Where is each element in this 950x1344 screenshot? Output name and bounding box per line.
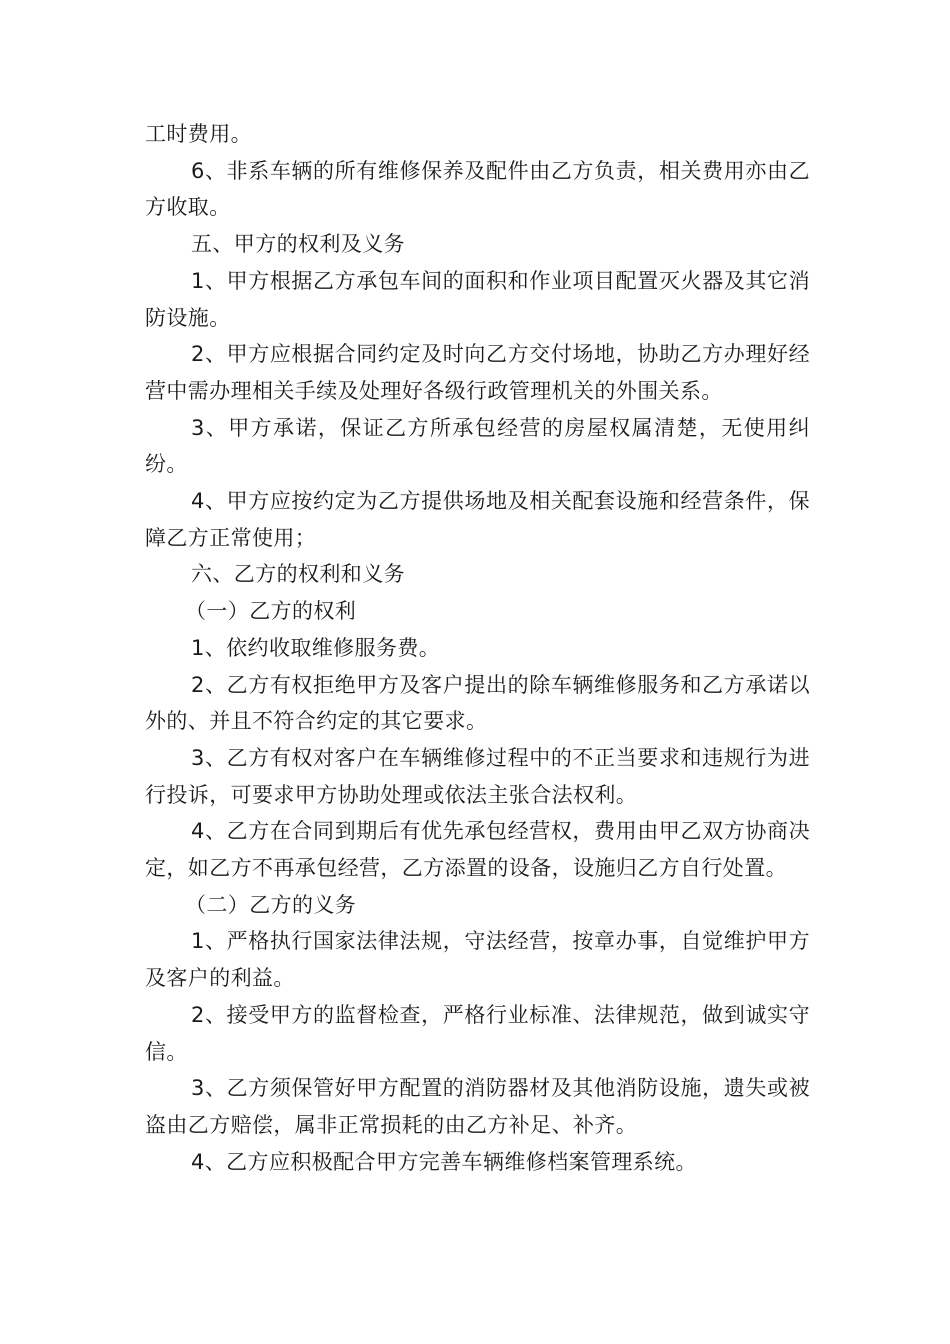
paragraph: 2、甲方应根据合同约定及时向乙方交付场地，协助乙方办理好经营中需办理相关手续及处理好各级行政管理机关的外围关系。 [145,342,810,403]
paragraph: 4、乙方应积极配合甲方完善车辆维修档案管理系统。 [191,1149,697,1174]
paragraph: 1、依约收取维修服务费。 [191,635,441,660]
paragraph: 3、乙方须保管好甲方配置的消防器材及其他消防设施，遗失或被盗由乙方赔偿，属非正常损耗的由乙方补足、补齐。 [145,1076,810,1137]
document-body [145,116,810,1180]
paragraph: 4、甲方应按约定为乙方提供场地及相关配套设施和经营条件，保障乙方正常使用； [145,489,810,550]
section-heading: 五、甲方的权利及义务 [191,232,405,257]
paragraph: 2、乙方有权拒绝甲方及客户提出的除车辆维修服务和乙方承诺以外的、并且不符合约定的其它要求。 [145,672,810,734]
subsection-heading: （一）乙方的权利 [185,599,357,624]
section-heading: 六、乙方的权利和义务 [191,562,405,587]
subsection-heading: （二）乙方的义务 [185,892,357,917]
paragraph: 4、乙方在合同到期后有优先承包经营权，费用由甲乙双方协商决定，如乙方不再承包经营，乙方添置的设备，设施归乙方自行处置。 [145,819,810,881]
paragraph: 1、严格执行国家法律法规，守法经营，按章办事，自觉维护甲方及客户的利益。 [145,929,810,991]
paragraph: 6、非系车辆的所有维修保养及配件由乙方负责，相关费用亦由乙方收取。 [145,158,810,220]
paragraph: 3、乙方有权对客户在车辆维修过程中的不正当要求和违规行为进行投诉，可要求甲方协助处理或依法主张合法权利。 [145,745,810,807]
paragraph: 1、甲方根据乙方承包车间的面积和作业项目配置灭火器及其它消防设施。 [145,268,810,330]
paragraph: 工时费用。 [145,122,252,146]
paragraph: 2、接受甲方的监督检查，严格行业标准、法律规范，做到诚实守信。 [145,1002,810,1064]
paragraph: 3、甲方承诺，保证乙方所承包经营的房屋权属清楚，无使用纠纷。 [145,415,810,477]
